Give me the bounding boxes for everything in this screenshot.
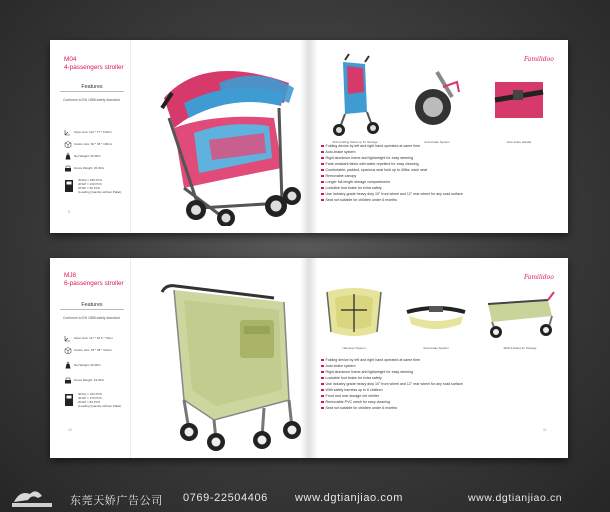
feature-item: Lockable foot brake for extra safety: [321, 375, 463, 381]
caption-harness: Hameres System: [342, 346, 366, 350]
thumb-auto-index: [481, 52, 557, 144]
spec-net-weight: [64, 152, 101, 160]
spec-gross-weight-text: Gross Weight: 26.0KG: [74, 166, 104, 170]
thumb-auto-brake: [397, 282, 475, 350]
gross-weight-icon: [64, 164, 72, 172]
footer-url-com[interactable]: www.dgtianjiao.com: [295, 492, 404, 504]
conform-text: Conforms to EN 1888 safety standard: [63, 316, 120, 320]
features-heading: Features: [60, 84, 124, 92]
feature-item: Use industry grade heavy duty 10" front wheel and 12" rear wheel for any road surface: [321, 381, 463, 387]
spec-open-size-text: Open size: 117 * 62.5 * 79cm: [74, 336, 113, 340]
brand-logo: Familidoo: [524, 56, 554, 63]
gross-weight-icon: [64, 376, 72, 384]
feature-item: Rigid aluminum frame and lightweight for easy steering: [321, 369, 463, 375]
spec-carton-size-text: Carton size: 78 * 38 * 112cm: [74, 348, 112, 352]
qty-note: (Loading Quantity without Pallet): [78, 190, 122, 194]
model-name: 6-passengers stroller: [64, 280, 124, 287]
container-icon: [64, 393, 74, 407]
spread-gutter: [300, 40, 318, 233]
caption-folding-stand: With Folding Stand up for Storage: [332, 140, 378, 144]
harness-system-image: [321, 282, 387, 344]
right-page-mj8: [309, 258, 568, 458]
footer-phone: 0769-22504406: [183, 492, 268, 504]
feature-item: Auto-brake system: [321, 363, 463, 369]
spec-column: [50, 40, 131, 233]
container-icon: [64, 179, 74, 193]
spec-net-weight: [64, 361, 101, 369]
auto-brake-image: [407, 52, 467, 138]
spec-gross-weight: [64, 376, 104, 384]
spread-gutter: [300, 258, 318, 458]
right-page-m04: [309, 40, 568, 233]
stroller-m04-image: [154, 58, 304, 226]
spec-open-size-text: Open size: 112 * 77 * 115cm: [74, 130, 112, 134]
carton-icon: [64, 140, 72, 148]
caption-multi-folding: Multi-Folding for Storage: [503, 346, 537, 350]
detail-thumbnails: [317, 52, 557, 144]
features-heading: Features: [60, 302, 124, 310]
footer-company: 东莞天娇广告公司: [70, 495, 163, 507]
feature-item: Longer full-length storage compartments: [321, 179, 463, 185]
thumb-harness: [315, 282, 393, 350]
feature-item: Removable PVC mesh for easy cleaning: [321, 399, 463, 405]
detail-thumbnails: [315, 282, 561, 350]
dimension-icon: [64, 334, 72, 342]
dimension-icon: [64, 128, 72, 136]
spec-net-weight-text: Net Weight: 20.0KG: [74, 363, 101, 367]
caption-auto-brake: Auto-brake System: [424, 140, 450, 144]
spec-carton-size-text: Carton size: 90 * 35 * 106cm: [74, 142, 113, 146]
stroller-wheels: [180, 421, 301, 451]
qty-40hq: 40'HQ = 224 PCS: [78, 392, 102, 396]
thumb-multi-folding: [479, 282, 561, 350]
weight-icon: [64, 361, 72, 369]
feature-item: Lockable foot brake for extra safety: [321, 185, 463, 191]
weight-icon: [64, 152, 72, 160]
model-code: M04: [64, 56, 77, 63]
spec-open-size: [64, 128, 112, 136]
feature-item: Seat not suitable for children under 6 months: [321, 405, 463, 411]
spec-column: [50, 258, 131, 458]
page-number: 10: [68, 428, 72, 432]
model-name: 4-passengers stroller: [64, 64, 124, 71]
folded-stroller-image: [325, 52, 385, 138]
auto-brake-image: [403, 282, 469, 344]
left-page-m04: [50, 40, 309, 233]
spec-carton-size: [64, 346, 112, 354]
qty-20gp: 20'GP = 60 PCS: [78, 186, 100, 190]
qty-40gp: 40'GP = 130 PCS: [78, 182, 102, 186]
feature-item: Removable canopy: [321, 173, 463, 179]
thumb-auto-brake: [399, 52, 475, 144]
qty-20gp: 20'GP = 84 PCS: [78, 400, 100, 404]
brochure-spread-mj8: [50, 258, 568, 458]
conform-text: Conforms to EN 1888 safety standard: [63, 98, 120, 102]
feature-item: Seat not suitable for children under 6 months: [321, 197, 463, 203]
feature-item: Front and rear storage net shelter: [321, 393, 463, 399]
spec-net-weight-text: Net Weight: 25.0KG: [74, 154, 101, 158]
feature-item: Use industry grade heavy duty 10" front wheel and 12" rear wheel for any road surface: [321, 191, 463, 197]
feature-item: Folding device by left and right hand operated at same time: [321, 357, 463, 363]
feature-list-mj8: [321, 357, 463, 411]
left-page-mj8: [50, 258, 309, 458]
feature-item: With safety harness up to 6 children: [321, 387, 463, 393]
loading-quantity: [78, 392, 121, 408]
spec-gross-weight-text: Gross Weight: 23.0KG: [74, 378, 104, 382]
caption-auto-brake: Auto-brake System: [423, 346, 449, 350]
loading-quantity: [78, 178, 121, 194]
page-number-right: 11: [543, 428, 547, 432]
feature-item: Auto-brake system: [321, 149, 463, 155]
feature-item: Fade-resistant fabric with water-repellent for easy cleaning: [321, 161, 463, 167]
multi-folding-image: [482, 282, 558, 344]
qty-note: (Loading Quantity without Pallet): [78, 404, 122, 408]
agency-logo-icon: [6, 486, 66, 510]
carton-icon: [64, 346, 72, 354]
stroller-mj8-image: [154, 280, 304, 452]
qty-40hq: 40'HQ = 180 PCS: [78, 178, 102, 182]
spec-open-size: [64, 334, 113, 342]
spec-carton-size: [64, 140, 112, 148]
feature-item: Folding device by left and right hand operated at same time: [321, 143, 463, 149]
model-title: [64, 56, 124, 72]
footer-url-cn[interactable]: www.dgtianjiao.cn: [468, 492, 563, 504]
page-number: 9: [68, 210, 70, 214]
qty-40gp: 40'GP = 175 PCS: [78, 396, 102, 400]
thumb-folding-stand: [317, 52, 393, 144]
brochure-spread-m04: [50, 40, 568, 233]
model-title: [64, 272, 124, 288]
auto-index-handle-image: [489, 52, 549, 138]
feature-list-m04: [321, 143, 463, 203]
feature-item: Comfortable, padded, spacious seat hold up to 40lbs. each seat: [321, 167, 463, 173]
model-code: MJ8: [64, 272, 77, 279]
caption-auto-index: Auto-index Handle: [506, 140, 532, 144]
brand-logo: Familidoo: [524, 274, 554, 281]
feature-item: Rigid aluminum frame and lightweight for easy steering: [321, 155, 463, 161]
spec-gross-weight: [64, 164, 104, 172]
